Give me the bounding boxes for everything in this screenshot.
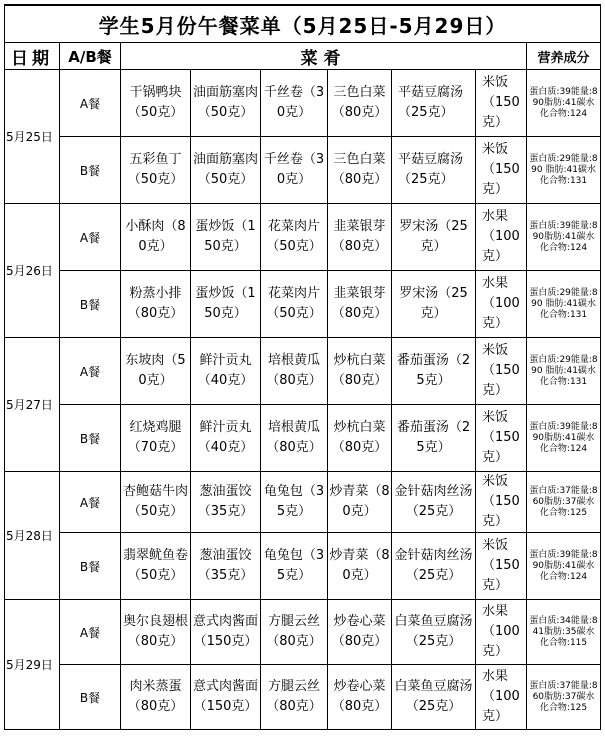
date-cell: 5月28日 xyxy=(5,472,60,600)
dish-cell: 油面筋塞肉（50克） xyxy=(191,137,261,204)
meal-label: B餐 xyxy=(60,405,121,472)
lunch-menu-table xyxy=(4,4,601,730)
dish-cell: 千丝卷（30克） xyxy=(261,137,328,204)
dish-cell: 花菜肉片（50克） xyxy=(261,204,328,271)
dish-cell: 米饭（150克） xyxy=(476,405,527,472)
dish-cell: 蛋炒饭（150克） xyxy=(191,204,261,271)
dish-cell: 炒卷心菜（80克） xyxy=(328,665,392,730)
dish-cell: 平菇豆腐汤（25克） xyxy=(392,137,476,204)
dish-cell: 龟兔包（35克） xyxy=(261,533,328,600)
dish-cell: 三色白菜（80克） xyxy=(328,137,392,204)
dish-cell: 水果（100克） xyxy=(476,665,527,730)
table-row xyxy=(5,472,601,533)
meal-label: A餐 xyxy=(60,70,121,137)
dish-cell: 方腿云丝（80克） xyxy=(261,600,328,665)
table-row xyxy=(5,665,601,730)
date-cell: 5月29日 xyxy=(5,600,60,730)
dish-cell: 金针菇肉丝汤（25克） xyxy=(392,472,476,533)
dish-cell: 米饭（150克） xyxy=(476,137,527,204)
dish-cell: 米饭（150克） xyxy=(476,70,527,137)
meal-label: B餐 xyxy=(60,271,121,338)
dish-cell: 葱油蛋饺（35克） xyxy=(191,472,261,533)
meal-label: B餐 xyxy=(60,137,121,204)
table-row xyxy=(5,405,601,472)
dish-cell: 培根黄瓜（80克） xyxy=(261,338,328,405)
meal-label: B餐 xyxy=(60,665,121,730)
dish-cell: 千丝卷（30克） xyxy=(261,70,328,137)
nutrition-cell: 蛋白质:37能量:860脂肪:37碳水化合物:125 xyxy=(527,472,601,533)
dish-cell: 平菇豆腐汤（25克） xyxy=(392,70,476,137)
dish-cell: 方腿云丝（80克） xyxy=(261,665,328,730)
dish-cell: 白菜鱼豆腐汤（25克） xyxy=(392,600,476,665)
dish-cell: 罗宋汤（25克） xyxy=(392,271,476,338)
dish-cell: 花菜肉片（50克） xyxy=(261,271,328,338)
dish-cell: 培根黄瓜（80克） xyxy=(261,405,328,472)
dish-cell: 鲜汁贡丸（40克） xyxy=(191,338,261,405)
dish-cell: 炒青菜（80克） xyxy=(328,533,392,600)
nutrition-cell: 蛋白质:39能量:890脂肪:41碳水化合物:124 xyxy=(527,204,601,271)
nutrition-cell: 蛋白质:39能量:890脂肪:41碳水化合物:124 xyxy=(527,533,601,600)
table-row xyxy=(5,533,601,600)
dish-cell: 奥尔良翅根（80克） xyxy=(121,600,191,665)
dish-cell: 炒卷心菜（80克） xyxy=(328,600,392,665)
meal-label: A餐 xyxy=(60,338,121,405)
date-cell: 5月25日 xyxy=(5,70,60,204)
dish-cell: 杏鲍菇牛肉（50克） xyxy=(121,472,191,533)
header-meal: A/B餐 xyxy=(60,43,121,70)
dish-cell: 干锅鸭块（50克） xyxy=(121,70,191,137)
table-row xyxy=(5,600,601,665)
dish-cell: 五彩鱼丁（50克） xyxy=(121,137,191,204)
dish-cell: 炒杭白菜（80克） xyxy=(328,338,392,405)
dish-cell: 油面筋塞肉（50克） xyxy=(191,70,261,137)
dish-cell: 罗宋汤（25克） xyxy=(392,204,476,271)
dish-cell: 白菜鱼豆腐汤（25克） xyxy=(392,665,476,730)
dish-cell: 肉米蒸蛋（80克） xyxy=(121,665,191,730)
dish-cell: 番茄蛋汤（25克） xyxy=(392,338,476,405)
meal-label: B餐 xyxy=(60,533,121,600)
dish-cell: 水果（100克） xyxy=(476,271,527,338)
header-date: 日期 xyxy=(5,43,60,70)
dish-cell: 韭菜银芽（80克） xyxy=(328,204,392,271)
table-row xyxy=(5,204,601,271)
nutrition-cell: 蛋白质:37能量:860脂肪:37碳水化合物:125 xyxy=(527,665,601,730)
nutrition-cell: 蛋白质:34能量:841脂肪:35碳水化合物:115 xyxy=(527,600,601,665)
dish-cell: 葱油蛋饺（35克） xyxy=(191,533,261,600)
dish-cell: 水果（100克） xyxy=(476,204,527,271)
nutrition-cell: 蛋白质:39能量:890脂肪:41碳水化合物:124 xyxy=(527,70,601,137)
dish-cell: 龟兔包（35克） xyxy=(261,472,328,533)
dish-cell: 粉蒸小排（80克） xyxy=(121,271,191,338)
header-row xyxy=(5,43,601,70)
nutrition-cell: 蛋白质:29能量:890 脂肪:41碳水化合物:131 xyxy=(527,338,601,405)
dish-cell: 番茄蛋汤（25克） xyxy=(392,405,476,472)
dish-cell: 小酥肉（80克） xyxy=(121,204,191,271)
dish-cell: 米饭（150克） xyxy=(476,472,527,533)
dish-cell: 金针菇肉丝汤（25克） xyxy=(392,533,476,600)
table-row xyxy=(5,70,601,137)
dish-cell: 三色白菜（80克） xyxy=(328,70,392,137)
table-row xyxy=(5,271,601,338)
table-row xyxy=(5,338,601,405)
nutrition-cell: 蛋白质:29能量:890 脂肪:41碳水化合物:131 xyxy=(527,271,601,338)
dish-cell: 红烧鸡腿（70克） xyxy=(121,405,191,472)
header-dishes: 菜肴 xyxy=(121,43,527,70)
dish-cell: 水果（100克） xyxy=(476,600,527,665)
dish-cell: 翡翠鱿鱼卷（50克） xyxy=(121,533,191,600)
table-row xyxy=(5,137,601,204)
dish-cell: 蛋炒饭（150克） xyxy=(191,271,261,338)
dish-cell: 米饭（150克） xyxy=(476,338,527,405)
nutrition-cell: 蛋白质:39能量:890脂肪:41碳水化合物:124 xyxy=(527,405,601,472)
date-cell: 5月27日 xyxy=(5,338,60,472)
dish-cell: 炒青菜（80克） xyxy=(328,472,392,533)
dish-cell: 韭菜银芽（80克） xyxy=(328,271,392,338)
header-nutrition: 营养成分 xyxy=(527,43,601,70)
dish-cell: 鲜汁贡丸（40克） xyxy=(191,405,261,472)
dish-cell: 意式肉酱面（150克） xyxy=(191,665,261,730)
dish-cell: 意式肉酱面（150克） xyxy=(191,600,261,665)
dish-cell: 炒杭白菜（80克） xyxy=(328,405,392,472)
dish-cell: 米饭（150克） xyxy=(476,533,527,600)
menu-title: 学生5月份午餐菜单（5月25日-5月29日） xyxy=(5,5,601,43)
meal-label: A餐 xyxy=(60,472,121,533)
date-cell: 5月26日 xyxy=(5,204,60,338)
meal-label: A餐 xyxy=(60,204,121,271)
meal-label: A餐 xyxy=(60,600,121,665)
dish-cell: 东坡肉（50克） xyxy=(121,338,191,405)
nutrition-cell: 蛋白质:29能量:890 脂肪:41碳水化合物:131 xyxy=(527,137,601,204)
